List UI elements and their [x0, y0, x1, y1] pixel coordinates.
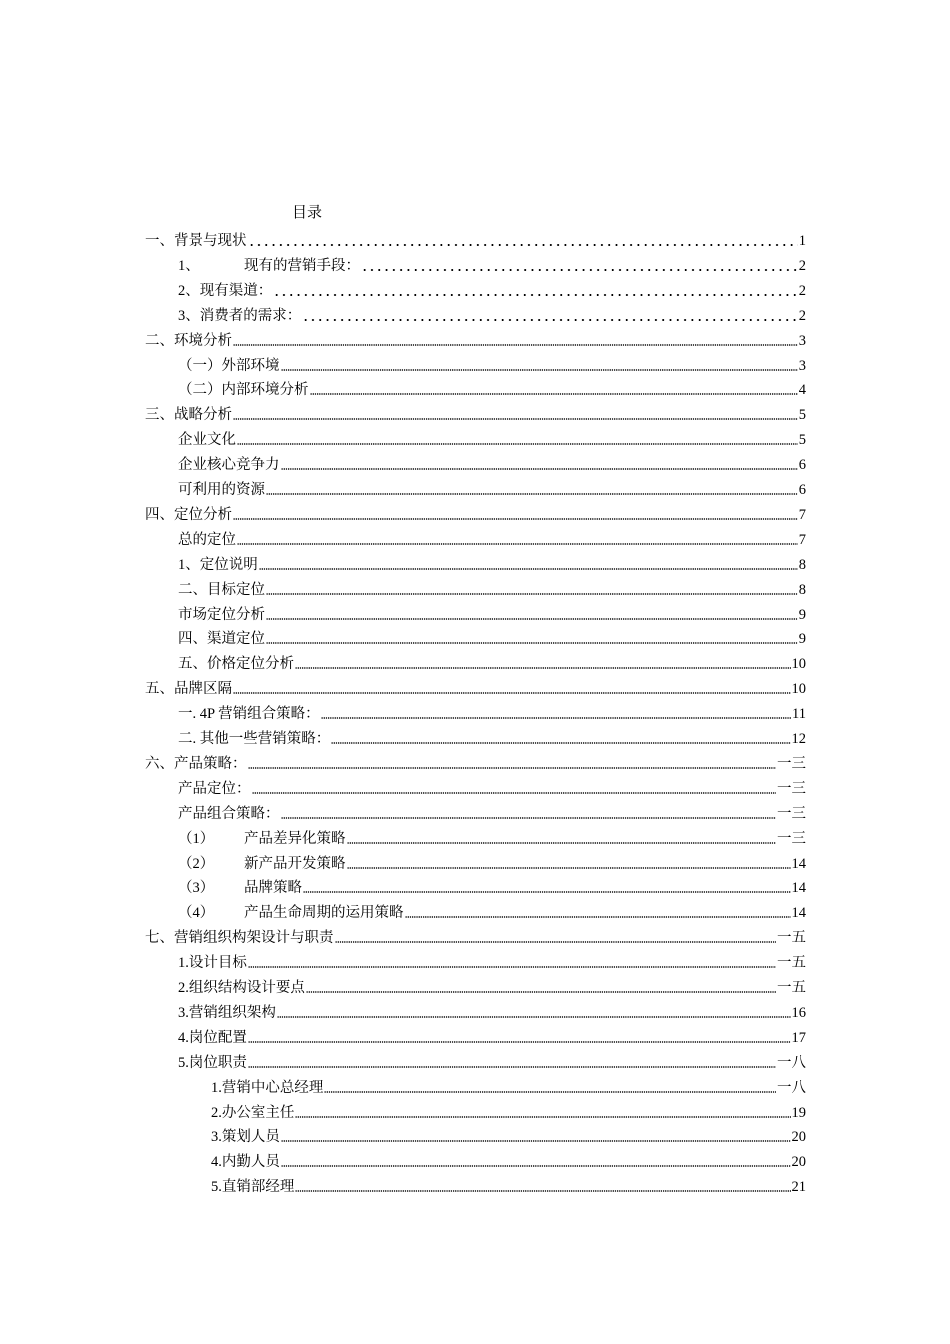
toc-entry-text: 七、营销组织构架设计与职责	[145, 930, 334, 947]
toc-entry-text: 5.岗位职责	[178, 1054, 247, 1071]
toc-entry[interactable]	[178, 975, 806, 997]
toc-entry[interactable]	[178, 1050, 806, 1072]
toc-entry[interactable]	[178, 950, 806, 972]
toc-entry-text: 四、定位分析	[145, 506, 232, 523]
toc-dot-leader	[281, 468, 798, 470]
toc-entry-text: （一）外部环境	[178, 357, 280, 374]
toc-entry-text: 一. 4P 营销组合策略：	[178, 706, 320, 723]
toc-entry-text: 3、消费者的需求：	[178, 307, 302, 324]
toc-dot-leader	[306, 991, 776, 993]
toc-dot-leader	[295, 1116, 790, 1118]
toc-page-number: 2	[798, 307, 806, 324]
toc-page-number: 5	[798, 432, 806, 449]
toc-dot-leader	[248, 767, 777, 769]
toc-entry-text: 1.设计目标	[178, 955, 247, 972]
toc-page-number: 一三	[777, 830, 806, 847]
toc-dot-leader	[324, 1091, 776, 1093]
toc-dot-leader	[248, 1066, 776, 1068]
toc-entry-number: （2）	[178, 855, 215, 872]
toc-entry-text: 二、目标定位	[178, 581, 265, 598]
toc-entry-text: 企业核心竞争力	[178, 457, 280, 474]
toc-entry[interactable]	[211, 1100, 806, 1122]
toc-entry-text: 二、环境分析	[145, 332, 232, 349]
toc-page-number: 2	[798, 282, 806, 299]
toc-dot-leader	[310, 393, 798, 395]
toc-dot-leader	[259, 568, 798, 570]
toc-page-number: 8	[798, 581, 806, 598]
toc-entry-text: 可利用的资源	[178, 482, 265, 498]
toc-dot-leader	[237, 543, 798, 545]
toc-page-number: 21	[791, 1179, 806, 1196]
toc-entry-text: 1、定位说明	[178, 556, 258, 573]
toc-dot-leader	[266, 618, 798, 620]
toc-entry[interactable]	[178, 626, 806, 648]
toc-page-number: 4	[798, 382, 806, 399]
toc-entry[interactable]	[178, 602, 806, 624]
toc-page-number: 3	[798, 332, 806, 349]
toc-entry-text: 1.营销中心总经理	[211, 1079, 324, 1096]
toc-entry[interactable]	[178, 427, 806, 449]
toc-dot-leader	[233, 518, 798, 520]
toc-entry-text: 2.组织结构设计要点	[178, 980, 305, 996]
toc-dot-leader	[248, 244, 798, 246]
toc-page-number: 7	[798, 506, 806, 523]
toc-dot-leader	[361, 269, 798, 271]
toc-entry-text: 3.营销组织架构	[178, 1004, 276, 1021]
toc-page-number: 一五	[777, 955, 806, 972]
toc-entry-text: 产品生命周期的运用策略	[244, 905, 404, 922]
toc-entry-text: 一、背景与现状	[145, 233, 247, 249]
toc-entry[interactable]	[178, 552, 806, 574]
toc-entry[interactable]	[178, 726, 806, 748]
toc-page-number: 19	[791, 1104, 806, 1121]
toc-entry-text: 企业文化	[178, 432, 236, 449]
toc-entry-text: 产品差异化策略	[244, 830, 346, 847]
toc-entry[interactable]	[178, 851, 806, 873]
toc-entry[interactable]	[178, 278, 806, 300]
toc-dot-leader	[331, 742, 790, 744]
toc-dot-leader	[281, 817, 777, 819]
toc-entry[interactable]	[178, 253, 806, 275]
toc-entry[interactable]	[178, 577, 806, 599]
toc-page-number: 12	[791, 731, 806, 747]
toc-dot-leader	[252, 792, 777, 794]
toc-dot-leader	[277, 1016, 791, 1018]
toc-page-number: 1	[798, 233, 806, 249]
toc-title: 目录	[292, 205, 323, 221]
toc-page-number: 一三	[777, 780, 806, 797]
toc-page-number: 6	[798, 482, 806, 498]
toc-entry[interactable]	[178, 452, 806, 474]
toc-page-number: 一三	[777, 755, 806, 772]
toc-dot-leader	[233, 692, 791, 694]
toc-dot-leader	[347, 867, 791, 869]
toc-page-number: 一八	[777, 1079, 806, 1096]
toc-entry-text: 2.办公室主任	[211, 1104, 295, 1121]
toc-entry[interactable]	[178, 1000, 806, 1022]
toc-entry-text: 二. 其他一些营销策略：	[178, 731, 331, 747]
toc-dot-leader	[266, 493, 798, 495]
toc-entry-text: 3.策划人员	[211, 1129, 280, 1146]
toc-entry[interactable]	[145, 676, 806, 698]
toc-entry[interactable]	[145, 228, 806, 250]
toc-entry[interactable]	[145, 925, 806, 947]
toc-dot-leader	[303, 891, 791, 893]
toc-entry-text: 4.岗位配置	[178, 1029, 247, 1046]
toc-page-number: 20	[791, 1154, 806, 1171]
toc-entry-text: 新产品开发策略	[244, 855, 346, 872]
toc-dot-leader	[295, 1190, 790, 1192]
toc-entry-text: 三、战略分析	[145, 407, 232, 424]
toc-page-number: 一五	[777, 980, 806, 996]
toc-dot-leader	[405, 916, 791, 918]
toc-page-number: 20	[791, 1129, 806, 1146]
toc-entry-text: 2、现有渠道：	[178, 282, 273, 299]
toc-entry-text: 五、品牌区隔	[145, 681, 232, 698]
toc-entry-number: （4）	[178, 905, 215, 922]
toc-entry[interactable]	[178, 527, 806, 549]
toc-entry-text: 产品定位：	[178, 780, 251, 797]
toc-entry-text: （二）内部环境分析	[178, 382, 309, 399]
toc-entry-text: 5.直销部经理	[211, 1179, 295, 1196]
toc-entry-text: 总的定位	[178, 531, 236, 548]
toc-dot-leader	[335, 941, 777, 943]
toc-page-number: 17	[791, 1029, 806, 1046]
toc-entry-number: （1）	[178, 830, 215, 847]
toc-page-number: 10	[791, 656, 806, 673]
toc-entry[interactable]	[178, 776, 806, 798]
toc-entry[interactable]	[178, 477, 806, 499]
toc-entry[interactable]	[145, 751, 806, 773]
toc-entry[interactable]	[178, 651, 806, 673]
toc-page-number: 9	[798, 606, 806, 623]
toc-dot-leader	[347, 842, 777, 844]
toc-page-number: 2	[798, 257, 806, 274]
toc-entry[interactable]	[211, 1149, 806, 1171]
toc-entry[interactable]	[178, 701, 806, 723]
toc-page-number: 8	[798, 556, 806, 573]
toc-entry-text: 市场定位分析	[178, 606, 265, 623]
toc-entry[interactable]	[178, 377, 806, 399]
toc-dot-leader	[273, 294, 798, 296]
toc-page-number: 10	[791, 681, 806, 698]
toc-page-number: 3	[798, 357, 806, 374]
toc-dot-leader	[233, 344, 798, 346]
toc-page-number: 11	[792, 706, 806, 723]
toc-dot-leader	[266, 593, 798, 595]
toc-entry-text: 四、渠道定位	[178, 631, 265, 648]
toc-entry-text: 品牌策略	[244, 880, 302, 897]
toc-entry-number: （3）	[178, 880, 215, 897]
toc-entry-text: 五、价格定位分析	[178, 656, 294, 673]
toc-entry[interactable]	[178, 801, 806, 823]
toc-entry-number: 1、	[178, 257, 200, 274]
toc-page-number: 5	[798, 407, 806, 424]
toc-entry[interactable]	[178, 900, 806, 922]
toc-page-number: 9	[798, 631, 806, 648]
toc-entry[interactable]	[178, 875, 806, 897]
toc-entry-text: 六、产品策略：	[145, 755, 247, 772]
toc-page-number: 14	[791, 880, 806, 897]
toc-entry[interactable]	[145, 402, 806, 424]
toc-entry[interactable]	[145, 328, 806, 350]
toc-entry-text: 产品组合策略：	[178, 805, 280, 822]
toc-dot-leader	[302, 319, 798, 321]
toc-dot-leader	[281, 1140, 791, 1142]
toc-entry[interactable]	[211, 1124, 806, 1146]
toc-entry-text: 4.内勤人员	[211, 1154, 280, 1171]
toc-dot-leader	[248, 966, 776, 968]
toc-entry[interactable]	[211, 1075, 806, 1097]
toc-page-number: 7	[798, 531, 806, 548]
toc-page-number: 一五	[777, 930, 806, 947]
toc-dot-leader	[248, 1041, 791, 1043]
toc-dot-leader	[237, 443, 798, 445]
toc-entry[interactable]	[178, 826, 806, 848]
toc-dot-leader	[281, 1165, 791, 1167]
toc-page-number: 一八	[777, 1054, 806, 1071]
toc-dot-leader	[233, 418, 798, 420]
toc-page-number: 一三	[777, 805, 806, 822]
toc-page-number: 16	[791, 1004, 806, 1021]
toc-dot-leader	[266, 642, 798, 644]
toc-entry[interactable]	[211, 1174, 806, 1196]
toc-page-number: 14	[791, 905, 806, 922]
toc-entry[interactable]	[145, 502, 806, 524]
toc-entry[interactable]	[178, 1025, 806, 1047]
toc-dot-leader	[295, 667, 791, 669]
toc-entry[interactable]	[178, 303, 806, 325]
toc-page-number: 6	[798, 457, 806, 474]
toc-entry-text: 现有的营销手段：	[244, 257, 360, 274]
toc-page-number: 14	[791, 855, 806, 872]
toc-dot-leader	[321, 717, 791, 719]
toc-dot-leader	[281, 369, 798, 371]
toc-entry[interactable]	[178, 353, 806, 375]
